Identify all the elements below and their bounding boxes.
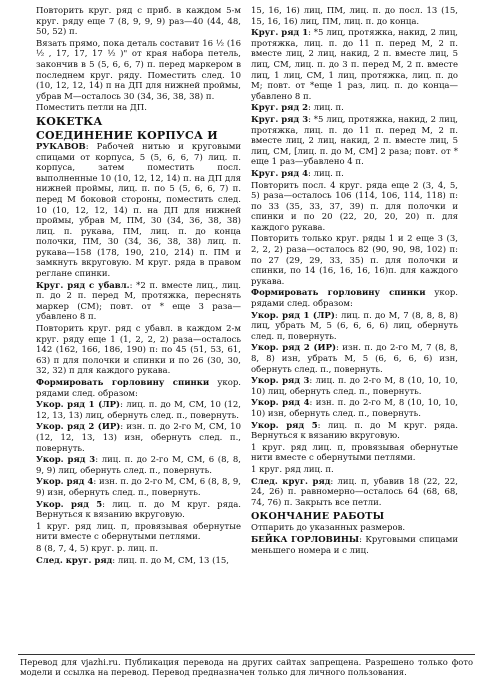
paragraph-text: : изн. п. до 2-го М, 7 (8, 8, 8, 8) изн, убрать М, 5 (6, 6, 6, 6) изн, обернуть след. п., повернуть. — [251, 343, 458, 375]
bold-lead: Укор. ряд 4 — [251, 398, 310, 409]
paragraph — [36, 6, 241, 38]
paragraph — [251, 343, 458, 375]
paragraph-text: ОКОНЧАНИЕ РАБОТЫ — [251, 511, 385, 523]
paragraph-text: Повторить круг. ряд с приб. в каждом 5-м круг. ряду еще 7 (8, 9, 9, 9) раз—40 (44, 48, 50, 52) п. — [36, 6, 241, 38]
bold-lead: Укор. ряд 3 — [251, 376, 310, 387]
paragraph — [251, 443, 458, 464]
bold-lead: Укор. ряд 2 (ИР) — [251, 343, 336, 354]
paragraph-text: СОЕДИНЕНИЕ КОРПУСА И — [36, 128, 218, 142]
bold-lead: Формировать горловину спинки — [251, 288, 426, 299]
bold-lead: След. круг. ряд — [251, 476, 331, 487]
section-heading — [36, 130, 241, 142]
section-heading — [36, 116, 241, 128]
paragraph-text: : лиц. п. — [308, 168, 344, 179]
paragraph-text: : изн. п. до 2-го М, СМ, 6 (8, 8, 9, 9) изн, обернуть след. п., повернуть. — [36, 477, 241, 498]
paragraph — [36, 103, 241, 114]
paragraph — [36, 281, 241, 323]
paragraph — [36, 522, 241, 543]
section-heading — [251, 511, 458, 522]
paragraph — [251, 376, 458, 397]
paragraph — [36, 477, 241, 498]
paragraph — [251, 421, 458, 442]
paragraph-text: Повторить посл. 4 круг. ряда еще 2 (3, 4, 5, 5) раза—осталось 106 (114, 106, 114, 118) п: по 33 (35, 33, 37, 39) п. для полочки и спинки и по 20 (22, 20, 20, 20) п. для каждого рукава. — [251, 180, 458, 233]
bold-lead: Круг. ряд 3 — [251, 114, 309, 125]
bold-lead: Укор. ряд 5 — [251, 420, 318, 431]
paragraph-text: : лиц. п. до 2-го М, СМ, 6 (8, 8, 9, 9) лиц, обернуть след. п., повернуть. — [36, 455, 241, 476]
bold-lead: Укор. ряд 4 — [36, 477, 94, 488]
footer-note: Перевод для vjazhi.ru. Публикация перевода на других сайтах запрещена. Разрешено только фото модели и ссылка на перевод. Перевод предназначен только для личного пользования. — [20, 657, 473, 678]
bold-lead: Укор. ряд 3 — [36, 455, 96, 466]
paragraph — [251, 181, 458, 234]
bold-lead: Укор. ряд 5 — [36, 499, 103, 510]
paragraph-text: Отпарить до указанных размеров. — [251, 523, 406, 534]
bold-lead: Укор. ряд 2 (ИР) — [36, 422, 121, 433]
paragraph-text: : Круговыми спицами меньшего номера и с лиц. — [251, 534, 458, 556]
paragraph-text: : лиц. п. до М, СМ, 10 (12, 12, 13, 13) лиц, обернуть след. п., повернуть. — [36, 400, 241, 421]
bold-lead: Круг. ряд с убавл. — [36, 280, 130, 291]
paragraph-text: : *2 п. вместе лиц., лиц. п. до 2 п. перед М, протяжка, переснять маркер (СМ); повт. от * еще 3 раза—убавлено 8 п. — [36, 280, 242, 323]
paragraph — [36, 39, 241, 103]
paragraph — [36, 556, 241, 567]
bold-lead: Круг. ряд 1 — [251, 28, 309, 39]
paragraph-text: 15, 16, 16) лиц, ПМ, лиц. п. до посл. 13 (15, 15, 16, 16) лиц, ПМ, лиц. п. до конца. — [251, 6, 458, 27]
paragraph-text: 1 круг. ряд лиц. п. — [251, 464, 334, 475]
paragraph-text: : Рабочей нитью и круговыми спицами от корпуса, 5 (5, 6, 6, 7) лиц. п. корпуса, затем поместить посл. выполненные 10 (10, 12, 12, 14) п. на ДП для нижней проймы, лиц. п. по 5 (5, 6, 6, 7) п. перед М боковой стороны, поместить след. 10 (10, 12, 12, 14) п. на ДП для нижней проймы, убрав М, ПМ, 30 (34, 36, 38, 38) лиц. п. рукава, ПМ, лиц. п. до конца полочки, ПМ, 30 (34, 36, 38, 38) лиц. п. рукава—158 (178, 190, 210, 214) п. ПМ и замкнуть вкруговую. М круг. ряда в правом реглане спинки. — [36, 141, 241, 280]
paragraph-text: : лиц. п. до М, 7 (8, 8, 8, 8) лиц, убрать М, 5 (6, 6, 6, 6) лиц, обернуть след. п, повернуть. — [251, 310, 458, 342]
paragraph — [36, 544, 241, 555]
paragraph-text: : изн. п. до 2-го М, СМ, 10 (12, 12, 13, 13) изн, обернуть след. п., повернуть. — [36, 422, 241, 454]
paragraph — [36, 455, 241, 476]
paragraph-text: : *5 лиц, протяжка, накид, 2 лиц, протяжка, лиц. п. до 11 п. перед М, 2 п. вместе лиц, 2 лиц, накид, 2 п. вместе лиц, 5 лиц, СМ, [лиц. п. до М, СМ] 2 раза; повт. от * еще 1 раз—убавлено 4 п. — [251, 114, 458, 168]
bold-lead: Круг. ряд 2 — [251, 103, 309, 114]
bold-lead: Укор. ряд 1 (ЛР) — [251, 310, 335, 321]
paragraph-text: : изн. п. до 2-го М, 8 (10, 10, 10, 10) изн, обернуть след. п., повернуть. — [251, 398, 458, 419]
paragraph-text: укор. рядами след. образом: — [251, 288, 458, 310]
paragraph — [251, 477, 458, 509]
paragraph — [251, 535, 458, 556]
paragraph — [251, 234, 458, 287]
paragraph-text: 1 круг. ряд лиц. п, провязывая обернутые нити вместе с обернутыми петлями. — [36, 521, 241, 543]
paragraph — [36, 378, 241, 399]
bold-lead: РУКАВОВ — [36, 141, 86, 152]
paragraph — [251, 169, 458, 180]
paragraph-text: : лиц. п, убавив 18 (22, 22, 24, 26) п. равномерно—осталось 64 (68, 68, 74, 76) п. Закрыть все петли. — [251, 476, 458, 508]
bold-lead: Формировать горловину спинки — [36, 378, 210, 388]
paragraph-text: Вязать прямо, пока деталь составит 16 ½ (16 ½ , 17, 17, 17 ½ )" от края набора петель, закончив в 5 (5, 6, 6, 7) п. перед маркером в последнем круг. ряду. Поместить след. 10 (10, 12, 12, 14) п на ДП для нижней проймы, убрав М—осталось 30 (34, 36, 38, 38) п. — [36, 38, 241, 102]
left-text-column — [36, 6, 241, 567]
paragraph — [251, 115, 458, 168]
paragraph-text: : лиц. п. до 2-го М, 8 (10, 10, 10, 10) лиц, обернуть след. п., повернуть. — [251, 376, 458, 397]
paragraph — [251, 103, 458, 114]
paragraph — [36, 324, 241, 377]
paragraph-text: : лиц. п. до М, СМ, 13 (15, — [112, 555, 229, 566]
paragraph — [36, 422, 241, 454]
paragraph-text: : *5 лиц, протяжка, накид, 2 лиц, протяжка, лиц. п. до 11 п. перед М, 2 п. вместе лиц, 2 лиц, накид, 2 п. вместе лиц, 5 лиц, СМ, лиц. п. до 3 п. перед М, 2 п. вместе лиц, 1 лиц, СМ, 1 лиц, протяжка, лиц. п. до М; повт. от *еще 1 раз, лиц. п. до конца—убавлено 8 п. — [251, 28, 458, 102]
paragraph — [251, 288, 458, 309]
footer-divider — [18, 654, 475, 655]
bold-lead: Круг. ряд 4 — [251, 168, 309, 179]
paragraph-text: Поместить петли на ДП. — [36, 103, 147, 114]
paragraph-text: : лиц. п. — [308, 103, 344, 114]
paragraph — [36, 400, 241, 421]
paragraph-text: 8 (8, 7, 4, 5) круг. р. лиц. п. — [36, 543, 159, 554]
paragraph-text: укор. рядами след. образом: — [36, 378, 241, 399]
paragraph — [251, 6, 458, 27]
paragraph — [251, 311, 458, 343]
bold-lead: След. круг. ряд — [36, 555, 113, 566]
paragraph — [251, 523, 458, 534]
paragraph-text: : лиц. п. до М круг. ряда. Вернуться к вязанию вкруговую. — [251, 420, 458, 442]
paragraph — [251, 465, 458, 476]
paragraph-text: КОКЕТКА — [36, 114, 103, 128]
bold-lead: БЕЙКА ГОРЛОВИНЫ — [251, 534, 360, 545]
bold-lead: Укор. ряд 1 (ЛР) — [36, 400, 121, 411]
paragraph-text: Повторить только круг. ряды 1 и 2 еще 3 (3, 2, 2, 2) раза—осталось 82 (90, 90, 98, 102) п: по 27 (29, 29, 33, 35) п. для полочки и спинки, по 14 (16, 16, 16, 16)п. для каждого рукава. — [251, 234, 458, 287]
paragraph-text: Повторить круг. ряд с убавл. в каждом 2-м круг. ряду еще 1 (1, 2, 2, 2) раза—осталось 142 (162, 166, 186, 190) п: по 45 (51, 53, 61, 63) п для полочки и спинки и по 26 (30, 30, 32, 32) п для каждого рукава. — [36, 324, 241, 377]
right-text-column — [251, 6, 458, 557]
paragraph — [251, 398, 458, 419]
paragraph-text: 1 круг. ряд лиц. п, провязывая обернутые нити вместе с обернутыми петлями. — [251, 442, 458, 464]
paragraph — [251, 28, 458, 102]
paragraph — [36, 142, 241, 280]
paragraph — [36, 500, 241, 521]
paragraph-text: : лиц. п. до М круг. ряда. Вернуться к вязанию вкруговую. — [36, 499, 241, 521]
